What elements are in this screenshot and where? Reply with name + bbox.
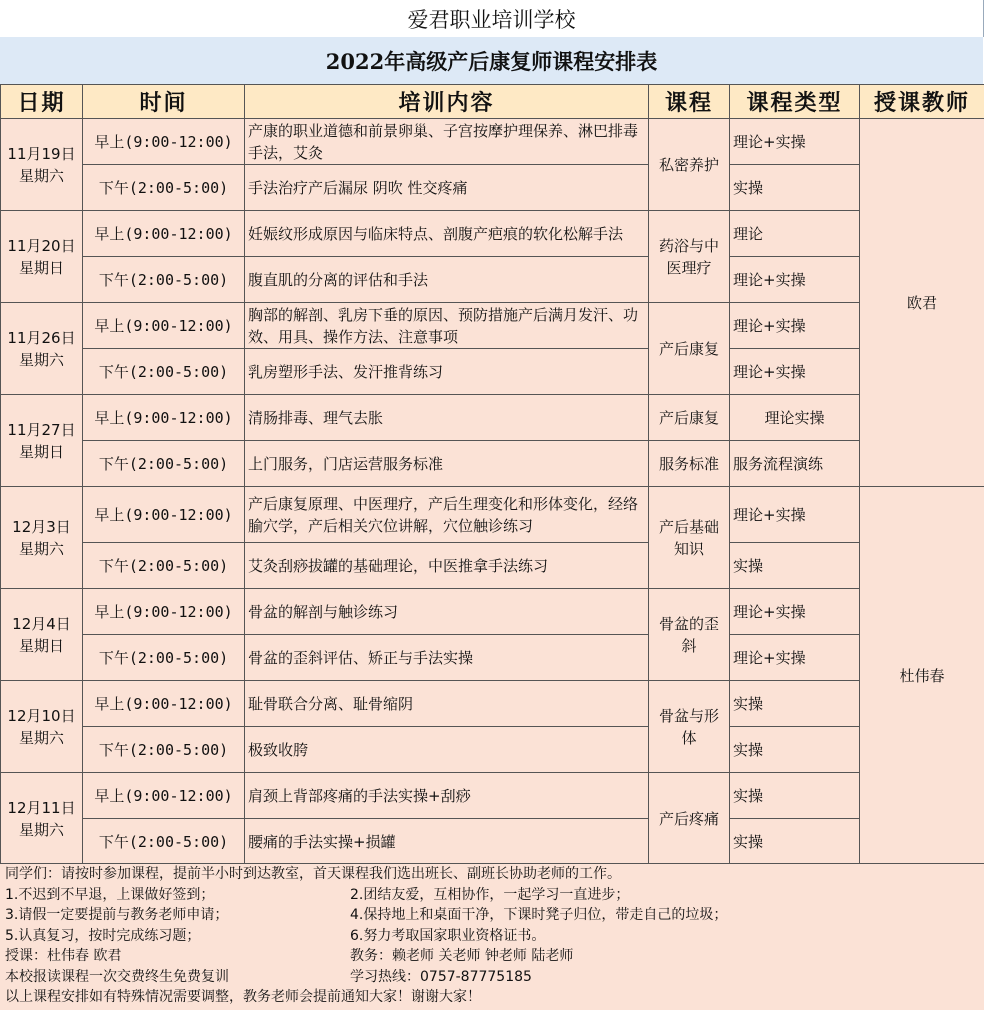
content-cell: 产后康复原理、中医理疗，产后生理变化和形体变化，经络腧穴学，产后相关穴位讲解，穴位触诊练习 bbox=[245, 487, 649, 543]
header-course-type: 课程类型 bbox=[730, 85, 860, 119]
course-type-cell: 服务流程演练 bbox=[730, 441, 860, 487]
content-cell: 产康的职业道德和前景卵巢、子宫按摩护理保养、淋巴排毒手法，艾灸 bbox=[245, 119, 649, 165]
course-cell: 产后康复 bbox=[649, 395, 730, 441]
time-cell: 早上(9:00-12:00) bbox=[83, 773, 245, 819]
course-type-cell: 理论 bbox=[730, 211, 860, 257]
content-cell: 艾灸刮痧拔罐的基础理论，中医推拿手法练习 bbox=[245, 543, 649, 589]
course-cell: 服务标准 bbox=[649, 441, 730, 487]
teacher-cell: 欧君 bbox=[860, 119, 984, 487]
table-row bbox=[1, 395, 984, 441]
content-cell: 妊娠纹形成原因与临床特点、剖腹产疤痕的软化松解手法 bbox=[245, 211, 649, 257]
content-cell: 腰痛的手法实操+损罐 bbox=[245, 819, 649, 865]
course-type-cell: 实操 bbox=[730, 819, 860, 865]
course-type-cell: 理论+实操 bbox=[730, 257, 860, 303]
date-cell: 12月4日 星期日 bbox=[1, 589, 83, 681]
date-cell: 11月19日 星期六 bbox=[1, 119, 83, 211]
notes-closing: 以上课程安排如有特殊情况需要调整，教务老师会提前通知大家！谢谢大家！ bbox=[5, 989, 481, 1005]
notes-intro: 同学们：请按时参加课程，提前半小时到达教室，首天课程我们选出班长、副班长协助老师的工作。 bbox=[5, 866, 621, 882]
course-type-cell: 理论+实操 bbox=[730, 349, 860, 395]
course-cell: 药浴与中医理疗 bbox=[649, 211, 730, 303]
table-row bbox=[1, 211, 984, 257]
notes-section bbox=[0, 863, 984, 1010]
notes-rule-5: 5.认真复习，按时完成练习题； bbox=[5, 927, 201, 944]
time-cell: 早上(9:00-12:00) bbox=[83, 395, 245, 441]
header-content: 培训内容 bbox=[245, 85, 649, 119]
date-cell: 12月10日 星期六 bbox=[1, 681, 83, 773]
date-cell: 11月27日 星期日 bbox=[1, 395, 83, 487]
time-cell: 早上(9:00-12:00) bbox=[83, 119, 245, 165]
header-teacher: 授课教师 bbox=[860, 85, 984, 119]
time-cell: 早上(9:00-12:00) bbox=[83, 303, 245, 349]
table-row bbox=[1, 349, 984, 395]
notes-lecturers: 授课：杜伟春 欧君 bbox=[5, 948, 122, 964]
schedule-body bbox=[1, 119, 984, 865]
time-cell: 早上(9:00-12:00) bbox=[83, 487, 245, 543]
time-cell: 下午(2:00-5:00) bbox=[83, 635, 245, 681]
table-row bbox=[1, 773, 984, 819]
time-cell: 下午(2:00-5:00) bbox=[83, 165, 245, 211]
notes-hotline: 学习热线：0757-87775185 bbox=[350, 968, 532, 985]
notes-review: 本校报读课程一次交费终生免费复训 bbox=[5, 968, 229, 985]
table-row bbox=[1, 543, 984, 589]
content-cell: 极致收胯 bbox=[245, 727, 649, 773]
course-type-cell: 实操 bbox=[730, 681, 860, 727]
teacher-cell: 杜伟春 bbox=[860, 487, 984, 865]
course-cell: 骨盆与形体 bbox=[649, 681, 730, 773]
content-cell: 腹直肌的分离的评估和手法 bbox=[245, 257, 649, 303]
notes-rule-6: 6.努力考取国家职业资格证书。 bbox=[350, 927, 546, 944]
course-type-cell: 理论+实操 bbox=[730, 303, 860, 349]
course-cell: 私密养护 bbox=[649, 119, 730, 211]
notes-rule-3: 3.请假一定要提前与教务老师申请； bbox=[5, 907, 229, 923]
course-type-cell: 实操 bbox=[730, 165, 860, 211]
course-cell: 产后康复 bbox=[649, 303, 730, 395]
course-type-cell: 理论+实操 bbox=[730, 119, 860, 165]
table-row bbox=[1, 487, 984, 543]
time-cell: 下午(2:00-5:00) bbox=[83, 349, 245, 395]
content-cell: 手法治疗产后漏尿 阴吹 性交疼痛 bbox=[245, 165, 649, 211]
time-cell: 早上(9:00-12:00) bbox=[83, 681, 245, 727]
school-name: 爱君职业培训学校 bbox=[0, 0, 984, 37]
notes-rule-1: 1.不迟到不早退，上课做好签到； bbox=[5, 886, 215, 903]
content-cell: 骨盆的歪斜评估、矫正与手法实操 bbox=[245, 635, 649, 681]
header-course: 课程 bbox=[649, 85, 730, 119]
table-row bbox=[1, 819, 984, 865]
notes-rule-4: 4.保持地上和桌面干净，下课时凳子归位，带走自己的垃圾； bbox=[350, 907, 728, 923]
date-cell: 11月26日 星期六 bbox=[1, 303, 83, 395]
time-cell: 下午(2:00-5:00) bbox=[83, 441, 245, 487]
time-cell: 早上(9:00-12:00) bbox=[83, 211, 245, 257]
table-row bbox=[1, 119, 984, 165]
time-cell: 下午(2:00-5:00) bbox=[83, 257, 245, 303]
course-type-cell: 实操 bbox=[730, 727, 860, 773]
notes-rule-2: 2.团结友爱，互相协作，一起学习一直进步； bbox=[350, 886, 630, 903]
date-cell: 12月11日 星期六 bbox=[1, 773, 83, 865]
time-cell: 下午(2:00-5:00) bbox=[83, 543, 245, 589]
course-type-cell: 理论+实操 bbox=[730, 635, 860, 681]
table-row bbox=[1, 257, 984, 303]
time-cell: 下午(2:00-5:00) bbox=[83, 727, 245, 773]
schedule-title: 2022年高级产后康复师课程安排表 bbox=[0, 37, 983, 85]
header-time: 时间 bbox=[83, 85, 245, 119]
header-date: 日期 bbox=[1, 85, 83, 119]
table-row bbox=[1, 441, 984, 487]
date-cell: 12月3日 星期六 bbox=[1, 487, 83, 589]
content-cell: 清肠排毒、理气去胀 bbox=[245, 395, 649, 441]
table-row bbox=[1, 727, 984, 773]
header-row bbox=[1, 85, 984, 119]
schedule-table bbox=[0, 84, 984, 865]
course-type-cell: 实操 bbox=[730, 773, 860, 819]
course-cell: 产后疼痛 bbox=[649, 773, 730, 865]
table-row bbox=[1, 635, 984, 681]
notes-staff: 教务：赖老师 关老师 钟老师 陆老师 bbox=[350, 948, 574, 964]
table-row bbox=[1, 303, 984, 349]
content-cell: 胸部的解剖、乳房下垂的原因、预防措施产后满月发汗、功效、用具、操作方法、注意事项 bbox=[245, 303, 649, 349]
content-cell: 耻骨联合分离、耻骨缩阴 bbox=[245, 681, 649, 727]
content-cell: 肩颈上背部疼痛的手法实操+刮痧 bbox=[245, 773, 649, 819]
course-type-cell: 理论+实操 bbox=[730, 589, 860, 635]
table-row bbox=[1, 589, 984, 635]
table-row bbox=[1, 165, 984, 211]
course-cell: 产后基础知识 bbox=[649, 487, 730, 589]
content-cell: 骨盆的解剖与触诊练习 bbox=[245, 589, 649, 635]
course-cell: 骨盆的歪斜 bbox=[649, 589, 730, 681]
course-type-cell: 理论实操 bbox=[730, 395, 860, 441]
time-cell: 早上(9:00-12:00) bbox=[83, 589, 245, 635]
content-cell: 上门服务，门店运营服务标准 bbox=[245, 441, 649, 487]
time-cell: 下午(2:00-5:00) bbox=[83, 819, 245, 865]
content-cell: 乳房塑形手法、发汗推背练习 bbox=[245, 349, 649, 395]
date-cell: 11月20日 星期日 bbox=[1, 211, 83, 303]
table-row bbox=[1, 681, 984, 727]
course-type-cell: 实操 bbox=[730, 543, 860, 589]
course-type-cell: 理论+实操 bbox=[730, 487, 860, 543]
